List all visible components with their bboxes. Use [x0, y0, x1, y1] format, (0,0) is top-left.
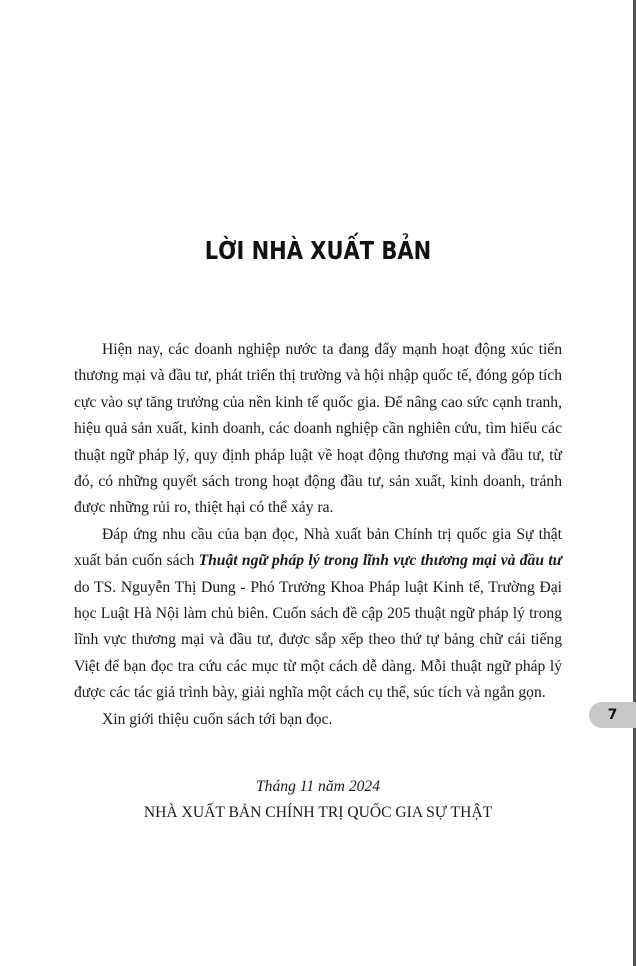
paragraph-closing: Xin giới thiệu cuốn sách tới bạn đọc. — [102, 710, 333, 728]
body-text — [74, 337, 562, 733]
date-line: Tháng 11 năm 2024 — [255, 778, 381, 795]
publisher-signature: NHÀ XUẤT BẢN CHÍNH TRỊ QUỐC GIA SỰ THẬT — [143, 804, 493, 821]
paragraph-book-after: do TS. Nguyễn Thị Dung - Phó Trưởng Khoa Pháp luật Kinh tế, Trường Đại học Luật Hà Nội làm chủ biên. Cuốn sách đề cập 205 thuật ngữ pháp lý trong lĩnh vực thương mại và đầu tư, được sắp xếp theo thứ tự bảng chữ cái tiếng Việt để bạn đọc tra cứu các mục từ một cách dễ dàng. Mỗi thuật ngữ pháp lý được các tác giả trình bày, giải nghĩa một cách cụ thể, súc tích và ngắn gọn. — [74, 578, 562, 702]
page-title: LỜI NHÀ XUẤT BẢN — [204, 236, 432, 265]
paragraph-intro: Hiện nay, các doanh nghiệp nước ta đang đẩy mạnh hoạt động xúc tiến thương mại và đầu tư, phát triển thị trường và hội nhập quốc tế, đóng góp tích cực vào sự tăng trưởng của nền kinh tế quốc gia. Để nâng cao sức cạnh tranh, hiệu quả sản xuất, kinh doanh, các doanh nghiệp cần nghiên cứu, tìm hiểu các thuật ngữ pháp lý, quy định pháp luật về hoạt động thương mại và đầu tư, từ đó, có những quyết sách trong hoạt động đầu tư, sản xuất, kinh doanh, tránh được những rủi ro, thiệt hại có thể xảy ra. — [74, 341, 562, 517]
paragraph-book — [74, 522, 562, 707]
page-number: 7 — [607, 707, 618, 723]
page-number-tab — [589, 702, 636, 728]
book-title: Thuật ngữ pháp lý trong lĩnh vực thương mại và đầu tư — [198, 552, 562, 570]
paragraph-book-before: Đáp ứng nhu cầu của bạn đọc, Nhà xuất bản Chính trị quốc gia Sự thật xuất bản cuốn sách — [74, 525, 562, 570]
